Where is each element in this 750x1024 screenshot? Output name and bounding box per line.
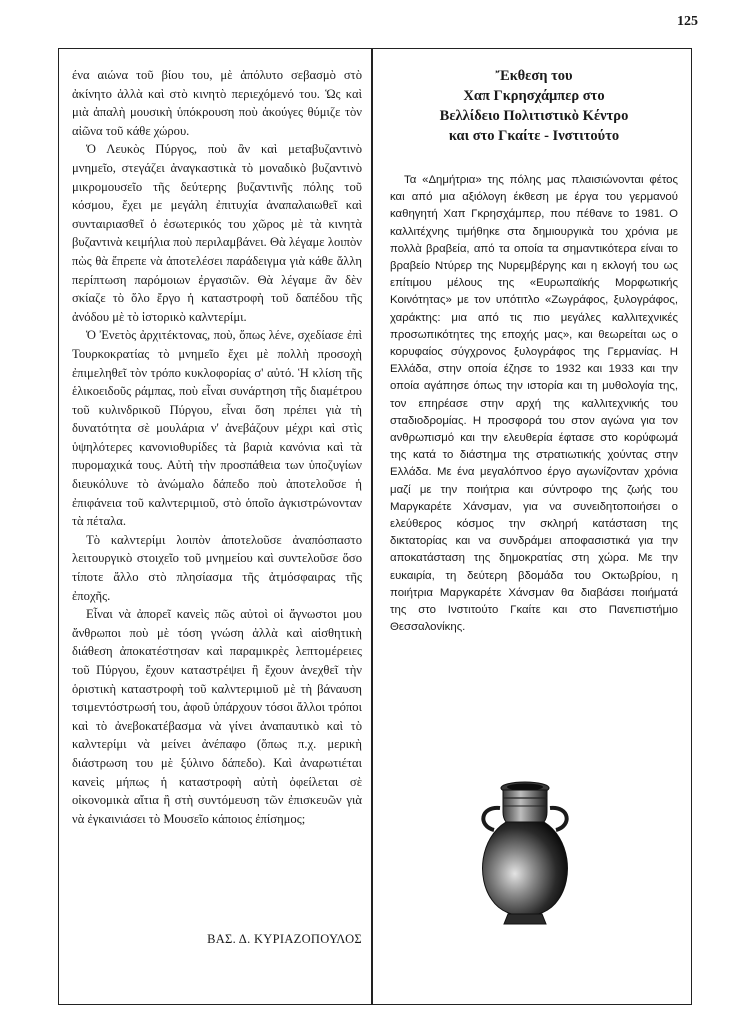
right-column: [390, 66, 678, 636]
headline-line-3: Βελλίδειο Πολιτιστικὸ Κέντρο: [439, 108, 629, 124]
pottery-vase-icon: [470, 778, 580, 928]
page-number: 125: [677, 14, 698, 29]
headline-line-2: Χαπ Γκρησχάμπερ στο: [463, 88, 605, 104]
article-headline: [390, 66, 678, 146]
headline-line-4: και στο Γκαίτε - Ινστιτούτο: [448, 128, 620, 144]
left-column: [72, 66, 362, 828]
left-paragraph-2: Ὁ Λευκὸς Πύργος, ποὺ ἂν καὶ μεταβυζαντινὸ μνημεῖο, στεγάζει ἀναγκαστικὰ τὸ μοναδικὸ βυζαντινὸ μικρομουσεῖο τῆς δεύτερης βυζαντινῆς πόλης τοῦ κόσμου, ἔχει με μεγάλη ἐπιτυχία ἀναπαλαιωθεῖ καὶ συνταιριασθεῖ ὁ ἐσωτερικός του χῶρος μὲ τὰ κινητὰ βυζαντινὰ κειμήλια ποὺ περιλαμβάνει. Θὰ λέγαμε λοιπὸν πὼς θὰ ἔπρεπε νὰ ἀποτελέσει παράδειγμα γιὰ κάθε ἄλλη περίπτωση παρόμοιων ἐργασιῶν. Θὰ λέγαμε ἂν δὲν σκίαζε τὸ ὅλο ἔργο ἡ καταστροφὴ τοῦ δαπέδου τῆς ἀνόδου μὲ τὸ ἱστορικὸ καλντερίμι.: [72, 142, 362, 324]
exhibition-article-body: Τα «Δημήτρια» της πόλης μας πλαισιώνονται φέτος και από μια αξιόλογη έκθεση με έργα του γερμανού καθηγητή Χαπ Γκρησχάμπερ, που πέθανε το 1981. Ο καλλιτέχνης τιμήθηκε στα δημιουργικὰ του χρόνια με πολλὰ βραβεία, από τα οποία τα σημαντικότερα είναι το βραβείο Ντύρερ της Νυρεμβέργης και η εκλογή του ως επίτιμου μέλους της «Ευρωπαϊκής Μορφωτικής Κοινότητας» με τον υπότιτλο «Ζωγράφος, ξυλογράφος, χαράκτης: μια από τις πιο μεγάλες καλλιτεχνικές προσωπικότητες της εποχής μας», και θεωρείται ως ο κορυφαίος σύγχρονος ξυλογράφος της Γερμανίας. Η Ελλάδα, στην οποία έζησε το 1932 και 1933 και την οποία αγάπησε όπως την ιστορία και τη μυθολογία της, τον επηρέασε στην αρχή της καλλιτεχνικής του σταδιοδρομίας. Η προσφορά του στον αγώνα για τον ανθρωπισμό και την ελευθερία έφτασε στο κορύφωμά της κατά το διάστημα της στρατιωτικής χούντας στην Ελλάδα. Με ένα μεγαλόπνοο έργο αγωνίζονταν χρόνια μαζί με την ποιήτρια και σύντροφο της ζωής του Μαργκαρέτε Χάνσμαν, για να συνειδητοποιήσει ο ελεύθερος κόσμος την σκληρή κατάσταση της δικτατορίας και να συνδράμει αποφασιστικά για την αποκατάσταση της δημοκρατίας στη χώρα. Με την ευκαιρία, τη δεύτερη βδομάδα του Οκτωβρίου, η ποιήτρια Μαργκαρέτε Χάνσμαν θα διαβάσει ποιήματά της στο Ινστιτούτο Γκαίτε και στο Πανεπιστήμιο Θεσσαλονίκης.: [390, 174, 678, 634]
column-divider: [371, 48, 373, 1005]
left-paragraph-3: Ὁ Ἐνετὸς ἀρχιτέκτονας, ποὺ, ὅπως λένε, σχεδίασε ἐπὶ Τουρκοκρατίας τὸ μνημεῖο ἔχει μὲ πολλὴ προσοχὴ ἐπιμεληθεῖ τὸν τρόπο κυκλοφορίας σ' αὐτό. Ἡ κλίση τῆς ἑλικοειδοῦς ράμπας, ποὺ εἶναι συνάρτηση τῆς διαμέτρου τοῦ κυλινδρικοῦ Πύργου, εἶναι ὅση πρέπει γιὰ τὴ δυνατότητα σὲ μουλάρια ν' ἀνεβάζουν μέχρι καὶ στὶς ὑψηλότερες κανονιοθυρίδες τὰ βαριὰ κανόνια καὶ τὰ πυρομαχικά τους. Αὐτὴ τὴν προσπάθεια των ὑποζυγίων διευκόλυνε τὸ ἀνώμαλο δάπεδο ποὺ ἀποτελοῦσε ἡ ἐπιφάνεια τοῦ καλντεριμιοῦ, στὸ ὁποῖο ἀγκιστρώνονταν τὰ πέταλα.: [72, 328, 362, 529]
headline-line-1: Ἔκθεση του: [495, 68, 573, 84]
author-signature: ΒΑΣ. Δ. ΚΥΡΙΑΖΟΠΟΥΛΟΣ: [207, 932, 362, 946]
left-paragraph-5: Εἶναι νὰ ἀπορεῖ κανεὶς πῶς αὐτοὶ οἱ ἄγνωστοι μου ἄνθρωποι ποὺ μὲ τόση γνώση ἀλλὰ καὶ αἰσθητικὴ διάθεση ἀποκατέστησαν καὶ παραμικρὲς λεπτομέρειες τοῦ Πύργου, ἔχουν καταστρέψει ἢ ἔχουν ἀνεχθεῖ τὴν ὁριστικὴ καταστροφὴ τοῦ καλντεριμιοῦ μὲ τὴ βάναυση τσιμεντόστρωσή του, ἀφοῦ ὑπάρχουν τόσοι ἄλλοι τρόποι καὶ τὸ ἀνεβοκατέβασμα νὰ γίνει ἀναπαυτικὸ καὶ τὸ καλντερίμι νὰ μείνει ἀνέπαφο (ὅπως π.χ. μερικὴ διάστρωση του μὲ ξύλινο δάπεδο). Καὶ ἀναρωτιέται κανεὶς μήπως ἡ καταστροφὴ αὐτὴ ὀφείλεται σὲ οἰκονομικὰ αἴτια ἢ στὴ συντόμευση τῶν ἐπισκευῶν γιὰ νὰ ἐγκαινιάσει τὸ Μουσεῖο κάποιος ἐπίσημος;: [72, 607, 362, 826]
left-paragraph-4: Τὸ καλντερίμι λοιπὸν ἀποτελοῦσε ἀναπόσπαστο λειτουργικὸ στοιχεῖο τοῦ μνημείου καὶ συντελοῦσε ὅσο τίποτε ἄλλο στὸ πλησίασμα τῆς ἀτμόσφαιρας τῆς ἐποχῆς.: [72, 532, 362, 603]
left-paragraph-1: ένα αιώνα τοῦ βίου του, μὲ ἀπόλυτο σεβασμὸ στὸ ἀκίνητο ἀλλὰ καὶ στὸ κινητὸ περιεχόμενό του. Ὡς καὶ μιὰ ἀπαλὴ μουσικὴ ὑπόκρουση ποὺ ἀκούγες θύμιζε τὸν αἰῶνα τοῦ κάθε χώρου.: [72, 68, 362, 138]
